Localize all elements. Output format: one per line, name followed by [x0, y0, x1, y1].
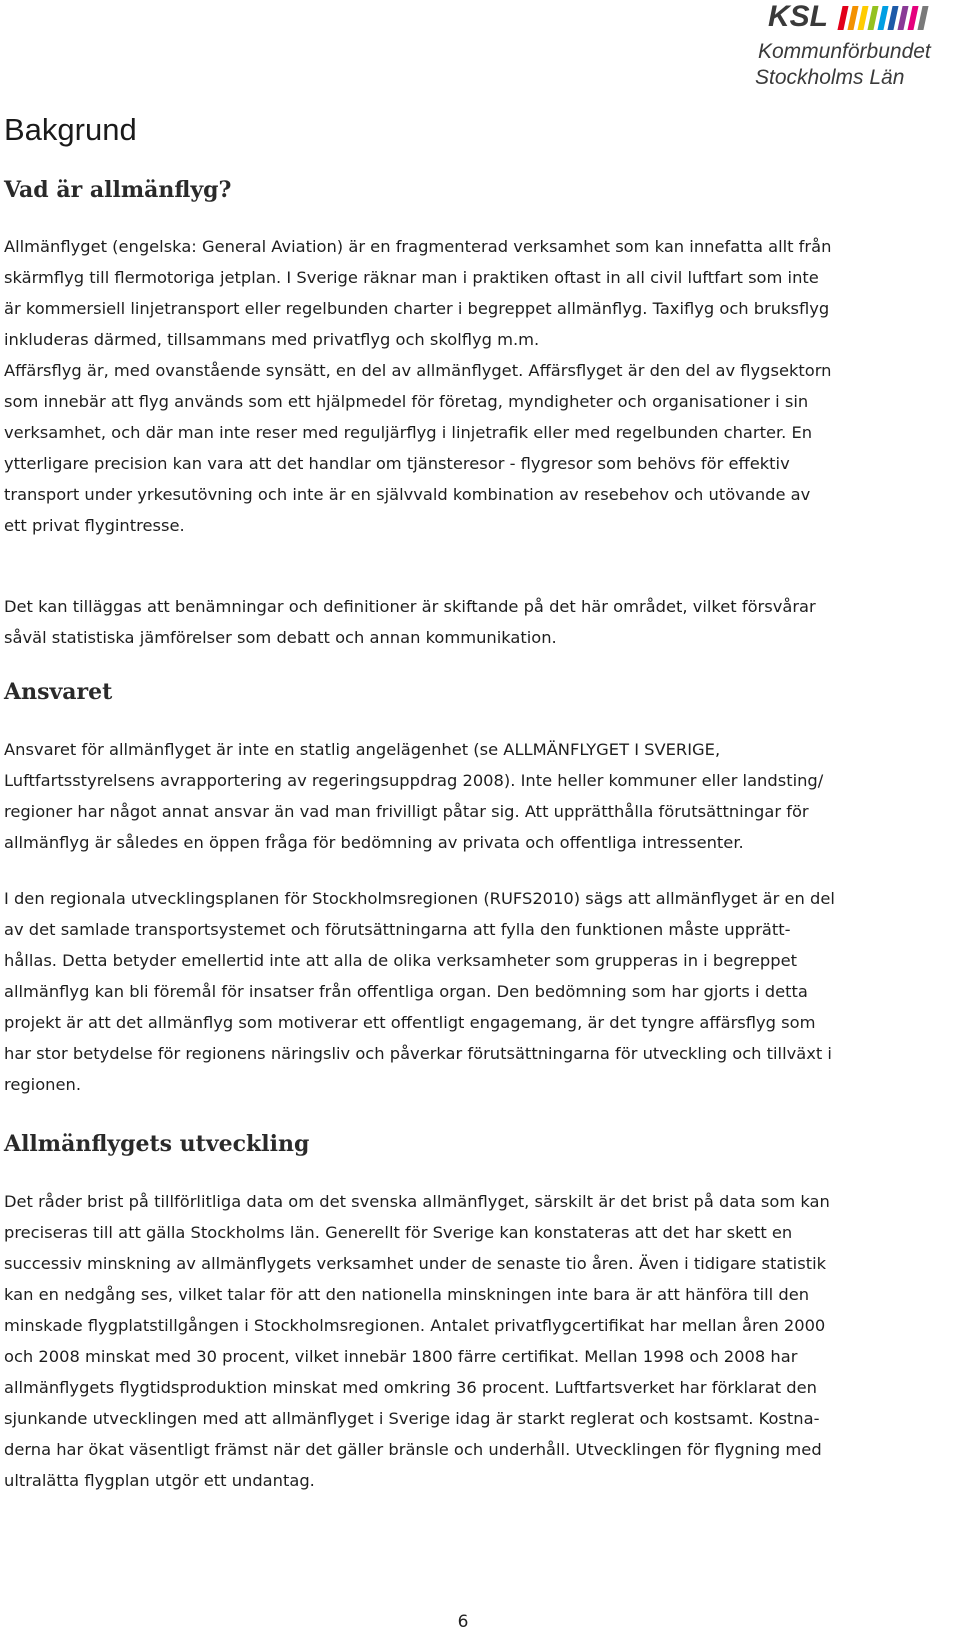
page-number: 6: [457, 1612, 469, 1632]
text-line: transport under yrkesutövning och inte är en självvald kombination av resebehov och utövande av: [4, 485, 811, 504]
logo-bar: [837, 6, 848, 30]
text-line: Ansvaret för allmänflyget är inte en statlig angelägenhet (se ALLMÄNFLYGET I SVERIGE,: [4, 740, 721, 759]
ksl-logo: [730, 0, 960, 95]
text-line: hållas. Detta betyder emellertid inte att alla de olika verksamheter som grupperas in i begreppet: [4, 951, 797, 970]
text-line: sjunkande utvecklingen med att allmänflyget i Sverige idag är starkt reglerat och kostsamt. Kostna-: [4, 1409, 820, 1428]
text-line: I den regionala utvecklingsplanen för Stockholmsregionen (RUFS2010) sägs att allmänflyget är en del: [4, 889, 835, 908]
paragraph: [4, 355, 956, 541]
text-line: ett privat flygintresse.: [4, 516, 185, 535]
text-line: Luftfartsstyrelsens avrapportering av regeringsuppdrag 2008). Inte heller kommuner eller landsting/: [4, 771, 824, 790]
logo-line-1: Kommunförbundet: [758, 40, 931, 63]
paragraph: [4, 591, 956, 653]
text-line: preciseras till att gälla Stockholms län. Generellt för Sverige kan konstateras att det har skett en: [4, 1223, 793, 1242]
paragraph: [4, 1186, 956, 1496]
text-line: regioner har något annat ansvar än vad man frivilligt påtar sig. Att upprätthålla förutsättningar för: [4, 802, 809, 821]
page-title: Bakgrund: [4, 112, 137, 147]
text-line: allmänflyg kan bli föremål för insatser från offentliga organ. Den bedömning som har gjorts i detta: [4, 982, 808, 1001]
text-line: derna har ökat väsentligt främst när det gäller bränsle och underhåll. Utvecklingen för flygning med: [4, 1440, 822, 1459]
logo-bar: [877, 6, 888, 30]
text-line: successiv minskning av allmänflygets verksamhet under de senaste tio åren. Även i tidigare statistik: [4, 1254, 827, 1273]
logo-bar: [887, 6, 898, 30]
logo-bar: [847, 6, 858, 30]
text-line: Det kan tilläggas att benämningar och definitioner är skiftande på det här området, vilket försvårar: [4, 597, 816, 616]
text-line: ultralätta flygplan utgör ett undantag.: [4, 1471, 315, 1490]
text-line: ytterligare precision kan vara att det handlar om tjänsteresor - flygresor som behövs för effektiv: [4, 454, 790, 473]
logo-line-2: Stockholms Län: [755, 66, 905, 89]
logo-brand: KSL: [768, 0, 828, 33]
text-line: är kommersiell linjetransport eller regelbunden charter i begreppet allmänflyg. Taxiflyg och bruksflyg: [4, 299, 830, 318]
text-line: regionen.: [4, 1075, 82, 1094]
logo-bar: [897, 6, 908, 30]
logo-color-bars: [840, 6, 940, 30]
logo-bar: [867, 6, 878, 30]
text-line: allmänflygets flygtidsproduktion minskat med omkring 36 procent. Luftfartsverket har förklarat den: [4, 1378, 817, 1397]
logo-bar: [907, 6, 918, 30]
text-line: Affärsflyg är, med ovanstående synsätt, en del av allmänflyget. Affärsflyget är den del av flygsektorn: [4, 361, 832, 380]
logo-bar: [917, 6, 928, 30]
text-line: verksamhet, och där man inte reser med reguljärflyg i linjetrafik eller med regelbunden charter. En: [4, 423, 813, 442]
text-line: Det råder brist på tillförlitliga data om det svenska allmänflyget, särskilt är det brist på data som kan: [4, 1192, 830, 1211]
text-line: projekt är att det allmänflyg som motiverar ett offentligt engagemang, är det tyngre affärsflyg som: [4, 1013, 816, 1032]
text-line: inkluderas därmed, tillsammans med privatflyg och skolflyg m.m.: [4, 330, 540, 349]
section-heading: Vad är allmänflyg?: [4, 177, 232, 203]
text-line: kan en nedgång ses, vilket talar för att den nationella minskningen inte bara är att hänföra till den: [4, 1285, 810, 1304]
text-line: och 2008 minskat med 30 procent, vilket innebär 1800 färre certifikat. Mellan 1998 och 2008 har: [4, 1347, 798, 1366]
section-heading: Allmänflygets utveckling: [4, 1131, 310, 1157]
section-heading: Ansvaret: [4, 679, 113, 705]
paragraph: [4, 883, 956, 1100]
text-line: som innebär att flyg används som ett hjälpmedel för företag, myndigheter och organisationer i sin: [4, 392, 809, 411]
paragraph: [4, 734, 956, 858]
text-line: allmänflyg är således en öppen fråga för bedömning av privata och offentliga intressenter.: [4, 833, 744, 852]
text-line: Allmänflyget (engelska: General Aviation) är en fragmenterad verksamhet som kan innefatta allt från: [4, 237, 832, 256]
text-line: har stor betydelse för regionens näringsliv och påverkar förutsättningarna för utveckling och tillväxt i: [4, 1044, 832, 1063]
logo-bar: [857, 6, 868, 30]
text-line: skärmflyg till flermotoriga jetplan. I Sverige räknar man i praktiken oftast in all civil luftfart som inte: [4, 268, 819, 287]
paragraph: [4, 231, 956, 355]
text-line: minskade flygplatstillgången i Stockholmsregionen. Antalet privatflygcertifikat har mellan åren 2000: [4, 1316, 826, 1335]
text-line: av det samlade transportsystemet och förutsättningarna att fylla den funktionen måste upprätt-: [4, 920, 791, 939]
text-line: såväl statistiska jämförelser som debatt och annan kommunikation.: [4, 628, 557, 647]
